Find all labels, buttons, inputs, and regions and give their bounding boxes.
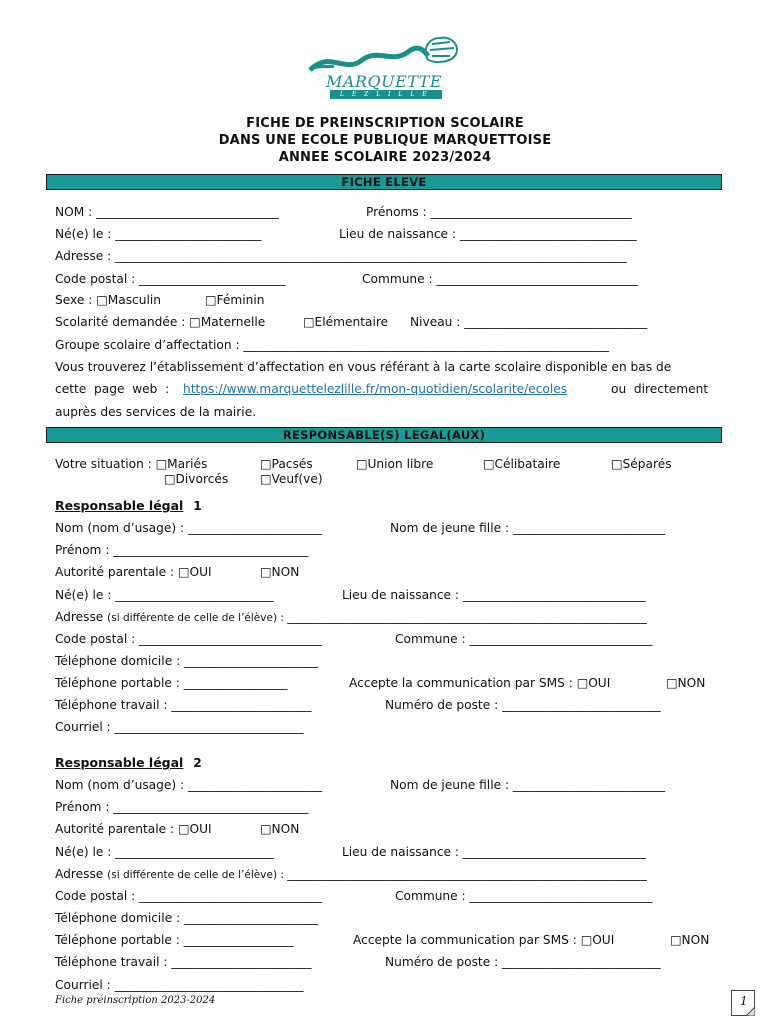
info-text-line-2b: ou directement [611,382,709,396]
postal-code-field[interactable]: Code postal : ________________________ [55,272,286,286]
situation-veuf-checkbox[interactable]: □Veuf(ve) [260,472,323,486]
scolarite-elementaire-checkbox[interactable]: □Elémentaire [303,315,389,329]
scolarite-maternelle-checkbox[interactable]: Scolarité demandée : □Maternelle [55,315,266,329]
resp2-address-note: (si différente de celle de l’élève) : [107,869,288,881]
sexe-masculin-checkbox[interactable]: Sexe : □Masculin [55,293,161,307]
resp2-address-field[interactable] [55,867,647,881]
info-text-line-1: Vous trouverez l’établissement d’affectation en vous référant à la carte scolaire disponible en bas de [55,360,672,374]
resp1-commune-field[interactable]: Commune : ______________________________ [395,632,653,646]
resp2-address-blank: ___________________________________________________________ [287,867,647,881]
birth-place-field[interactable]: Lieu de naissance : _____________________________ [339,227,637,241]
resp2-courriel-field[interactable]: Courriel : _______________________________ [55,978,304,992]
resp1-birth-place-field[interactable]: Lieu de naissance : ______________________________ [342,588,646,602]
resp1-courriel-field[interactable]: Courriel : _______________________________ [55,720,304,734]
footer-label: Fiche préinscription 2023-2024 [55,995,216,1006]
resp2-poste-field[interactable]: Numéro de poste : __________________________ [385,955,661,969]
resp1-tel-portable-field[interactable]: Téléphone portable : _________________ [55,676,288,690]
resp1-postal-code-field[interactable]: Code postal : ______________________________ [55,632,322,646]
resp1-nom-field[interactable]: Nom (nom d’usage) : ______________________ [55,521,323,535]
resp2-nom-jeune-fille-field[interactable]: Nom de jeune fille : _________________________ [390,778,666,792]
resp2-tel-travail-field[interactable]: Téléphone travail : _______________________ [55,955,312,969]
situation-divorces-checkbox[interactable]: □Divorcés [164,472,229,486]
resp2-birth-date-field[interactable]: Né(e) le : __________________________ [55,845,274,859]
info-text-line-2a: cette page web : [55,382,170,396]
page-title-line-1: FICHE DE PREINSCRIPTION SCOLAIRE [246,116,524,131]
resp2-autorite-non-checkbox[interactable]: □NON [260,822,300,836]
situation-separes-checkbox[interactable]: □Séparés [611,457,672,471]
responsable-1-heading [55,498,202,513]
situation-maries-checkbox[interactable]: Votre situation : □Mariés [55,457,208,471]
birth-date-field[interactable]: Né(e) le : ________________________ [55,227,262,241]
page-curl-icon [746,1007,755,1016]
sexe-feminin-checkbox[interactable]: □Féminin [205,293,265,307]
page-title-line-3: ANNEE SCOLAIRE 2023/2024 [278,150,492,165]
resp1-address-note: (si différente de celle de l’élève) : [107,612,288,624]
resp1-prenom-field[interactable]: Prénom : ________________________________ [55,543,309,557]
resp2-tel-portable-field[interactable]: Téléphone portable : __________________ [55,933,294,947]
address-field[interactable]: Adresse : ____________________________________________________________________________________ [55,249,628,263]
resp2-sms-non-checkbox[interactable]: □NON [670,933,710,947]
resp1-nom-jeune-fille-field[interactable]: Nom de jeune fille : _________________________ [390,521,666,535]
prenoms-field[interactable]: Prénoms : _________________________________ [366,205,632,219]
responsable-2-number: 2 [193,756,202,770]
resp2-prenom-field[interactable]: Prénom : ________________________________ [55,800,309,814]
page-number: 1 [740,994,748,1008]
logo-subtext: L E Z L I L L E [340,91,430,98]
resp1-address-label: Adresse [55,610,108,624]
resp1-tel-domicile-field[interactable]: Téléphone domicile : ______________________ [55,654,319,668]
resp1-poste-field[interactable]: Numéro de poste : __________________________ [385,698,661,712]
groupe-scolaire-field[interactable]: Groupe scolaire d’affectation : ____________________________________________________________ [55,338,610,352]
resp1-tel-travail-field[interactable]: Téléphone travail : _______________________ [55,698,312,712]
resp2-sms-oui-checkbox[interactable]: Accepte la communication par SMS : □OUI [353,933,615,947]
resp1-autorite-non-checkbox[interactable]: □NON [260,565,300,579]
resp2-autorite-oui-checkbox[interactable]: Autorité parentale : □OUI [55,822,212,836]
responsable-1-number: 1 [193,499,202,513]
resp1-address-field[interactable] [55,610,647,624]
nom-field[interactable]: NOM : ______________________________ [55,205,279,219]
resp1-sms-non-checkbox[interactable]: □NON [666,676,706,690]
info-text-line-3: auprès des services de la mairie. [55,405,257,419]
resp1-address-blank: ___________________________________________________________ [287,610,647,624]
resp2-birth-place-field[interactable]: Lieu de naissance : ______________________________ [342,845,646,859]
commune-field[interactable]: Commune : _________________________________ [362,272,638,286]
resp2-address-label: Adresse [55,867,108,881]
section-header-responsables: RESPONSABLE(S) LEGAL(AUX) [46,427,722,443]
resp1-birth-date-field[interactable]: Né(e) le : __________________________ [55,588,274,602]
resp2-tel-domicile-field[interactable]: Téléphone domicile : ______________________ [55,911,319,925]
page-number-box [731,990,755,1016]
niveau-field[interactable]: Niveau : ______________________________ [410,315,648,329]
responsable-1-heading-label: Responsable légal [55,498,184,513]
situation-pacses-checkbox[interactable]: □Pacsés [260,457,313,471]
logo-text: MARQUETTE [326,72,443,91]
resp2-postal-code-field[interactable]: Code postal : ______________________________ [55,889,322,903]
resp1-sms-oui-checkbox[interactable]: Accepte la communication par SMS : □OUI [349,676,611,690]
resp2-nom-field[interactable]: Nom (nom d’usage) : ______________________ [55,778,323,792]
logo [300,30,470,106]
situation-celibataire-checkbox[interactable]: □Célibataire [483,457,561,471]
section-header-fiche-eleve: FICHE ELEVE [46,174,722,190]
responsable-2-heading [55,755,202,770]
responsable-2-heading-label: Responsable légal [55,755,184,770]
situation-union-libre-checkbox[interactable]: □Union libre [356,457,434,471]
resp1-autorite-oui-checkbox[interactable]: Autorité parentale : □OUI [55,565,212,579]
carte-scolaire-link[interactable]: https://www.marquettelezlille.fr/mon-quotidien/scolarite/ecoles [183,382,568,396]
resp2-commune-field[interactable]: Commune : ______________________________ [395,889,653,903]
page-title-line-2: DANS UNE ECOLE PUBLIQUE MARQUETTOISE [218,133,552,148]
